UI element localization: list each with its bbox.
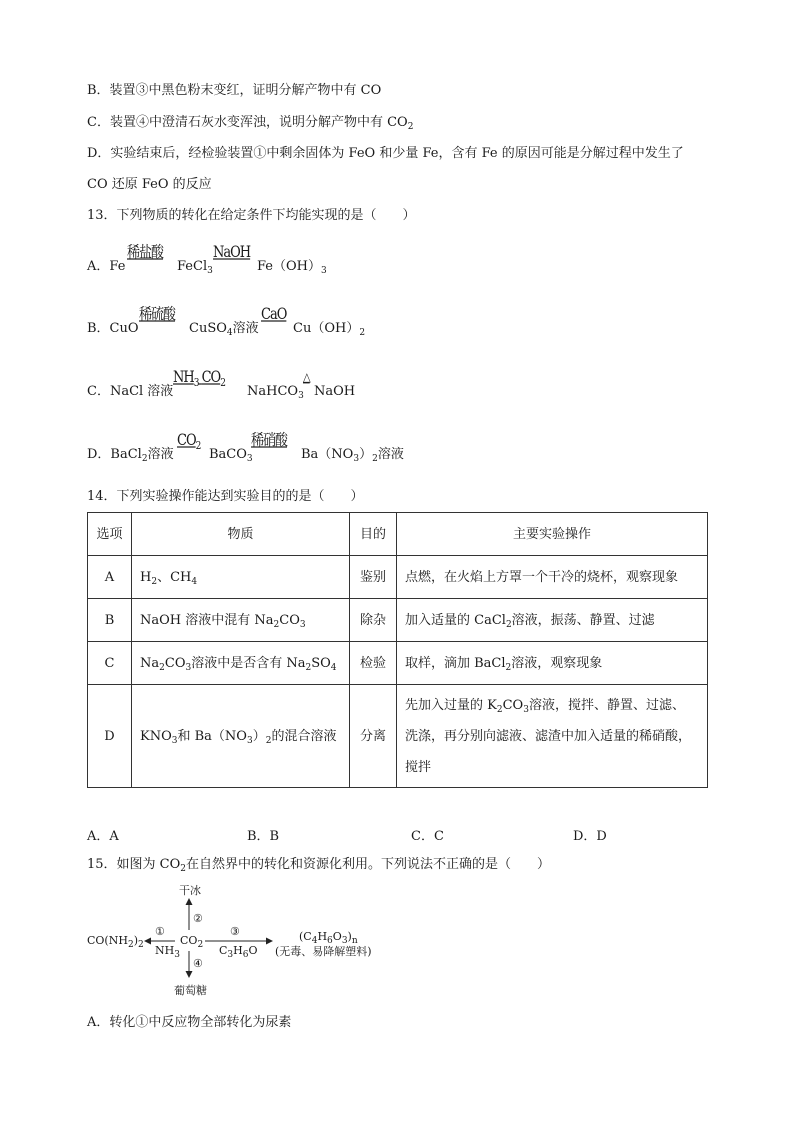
q14-table: [87, 512, 708, 788]
table-row: [88, 599, 708, 642]
q14-stem: 14．下列实验操作能达到实验目的的是（ ）: [87, 489, 364, 504]
q13-d-product2: $Ba(NO_3)_2$溶液: [301, 447, 404, 464]
q13-c-product1: NaHCO$_3$: [247, 384, 304, 401]
row-goal: 分离: [350, 685, 397, 788]
q13-c-condition1: $NH_3$ $CO_2$: [173, 369, 225, 390]
table-header-row: [88, 513, 708, 556]
diagram-left-label: $CO(NH_2)_2$: [87, 934, 144, 950]
q14-choice-d[interactable]: D．D: [573, 829, 607, 844]
q13-c-condition2: △: [303, 371, 310, 385]
q15-stem: 15．如图为 $CO_2$在自然界中的转化和资源化利用。下列说法不正确的是（ ）: [87, 857, 551, 874]
diagram-top-label: 干冰: [179, 884, 201, 897]
header-operation: 主要实验操作: [397, 513, 708, 556]
row-option: D: [88, 685, 132, 788]
table-row: [88, 642, 708, 685]
q13-b-product2: $Cu(OH)_2$: [293, 321, 366, 338]
q13-stem: 13．下列物质的转化在给定条件下均能实现的是（ ）: [87, 208, 416, 223]
row-goal: 检验: [350, 642, 397, 685]
q14-choices: [87, 825, 707, 843]
diagram-center: $CO_2$: [180, 934, 204, 950]
q13-b-condition2: CaO: [261, 306, 287, 324]
q13-a-product2: $Fe(OH)_3$: [257, 259, 327, 276]
q13-c-product2: NaOH: [314, 384, 356, 399]
q14-choice-a[interactable]: A．A: [87, 829, 119, 844]
q13-b-reactant: B．CuO: [87, 321, 139, 336]
diagram-right-reagent: $C_3H_6O$: [219, 944, 258, 960]
diagram-num-4: ④: [193, 957, 203, 970]
q13-c-reactant: C．NaCl 溶液: [87, 384, 174, 399]
table-row: [88, 556, 708, 599]
q13-option-c: [87, 361, 487, 401]
q14-choice-b[interactable]: B．B: [247, 829, 280, 844]
row-operation: 先加入过量的 $K_2CO_3$溶液，搅拌、静置、过滤、 洗涤，再分别向滤液、滤渣中加入适量的稀硝酸， 搅拌: [397, 685, 708, 788]
q13-option-b: [87, 298, 487, 338]
row-goal: 除杂: [350, 599, 397, 642]
row-substance: $H_2$、$CH_4$: [132, 556, 350, 599]
row-option: C: [88, 642, 132, 685]
q13-a-product1: FeCl$_3$: [177, 259, 213, 276]
row-substance: NaOH 溶液中混有 $Na_2CO_3$: [132, 599, 350, 642]
q13-b-product1: CuSO$_4$溶液: [189, 321, 259, 338]
row-substance: $Na_2CO_3$溶液中是否含有 $Na_2SO_4$: [132, 642, 350, 685]
q13-d-condition1: $CO_2$: [177, 432, 201, 453]
diagram-num-2: ②: [193, 912, 203, 925]
row-operation: 加入适量的 CaCl$_2$溶液，振荡、静置、过滤: [397, 599, 708, 642]
q13-a-condition1: 稀盐酸: [127, 244, 164, 262]
diagram-num-1: ①: [155, 925, 165, 938]
q12-option-c: C．装置④中澄清石灰水变浑浊，说明分解产物中有 $CO_2$: [87, 115, 414, 132]
q13-a-condition2: NaOH: [213, 244, 251, 262]
row-goal: 鉴别: [350, 556, 397, 599]
q13-d-product1: BaCO$_3$: [209, 447, 253, 464]
q14-choice-c[interactable]: C．C: [411, 829, 444, 844]
header-substance: 物质: [132, 513, 350, 556]
row-substance: $KNO_3$和 $Ba(NO_3)_2$的混合溶液: [132, 685, 350, 788]
row-option: B: [88, 599, 132, 642]
row-operation: 点燃，在火焰上方罩一个干冷的烧杯，观察现象: [397, 556, 708, 599]
table-row: [88, 685, 708, 788]
diagram-bottom-label: 葡萄糖: [174, 984, 207, 997]
q13-a-reactant: A．Fe: [87, 259, 126, 274]
diagram-left-reagent: $NH_3$: [155, 944, 180, 960]
header-option: 选项: [88, 513, 132, 556]
q15-option-a: A．转化①中反应物全部转化为尿素: [87, 1015, 292, 1030]
diagram-num-3: ③: [230, 925, 240, 938]
q13-option-d: [87, 424, 507, 464]
q12-option-d-line1: D．实验结束后，经检验装置①中剩余固体为 FeO 和少量 Fe，含有 Fe 的原因可能是分解过程中发生了: [87, 146, 684, 161]
q12-option-b: B．装置③中黑色粉末变红，证明分解产物中有 CO: [87, 83, 382, 98]
row-operation: 取样，滴加 BaCl$_2$溶液，观察现象: [397, 642, 708, 685]
q13-d-reactant: D．BaCl$_2$溶液: [87, 447, 174, 464]
row-option: A: [88, 556, 132, 599]
co2-conversion-diagram: [87, 885, 397, 1000]
q13-d-condition2: 稀硝酸: [251, 432, 288, 450]
diagram-right-note: (无毒、易降解塑料): [275, 945, 372, 958]
header-goal: 目的: [350, 513, 397, 556]
q13-b-condition1: 稀硫酸: [139, 306, 176, 324]
q13-option-a: [87, 236, 487, 276]
diagram-right-product: $(C_4H_6O_3)_n$: [299, 930, 358, 946]
q12-option-d-line2: CO 还原 FeO 的反应: [87, 177, 212, 192]
